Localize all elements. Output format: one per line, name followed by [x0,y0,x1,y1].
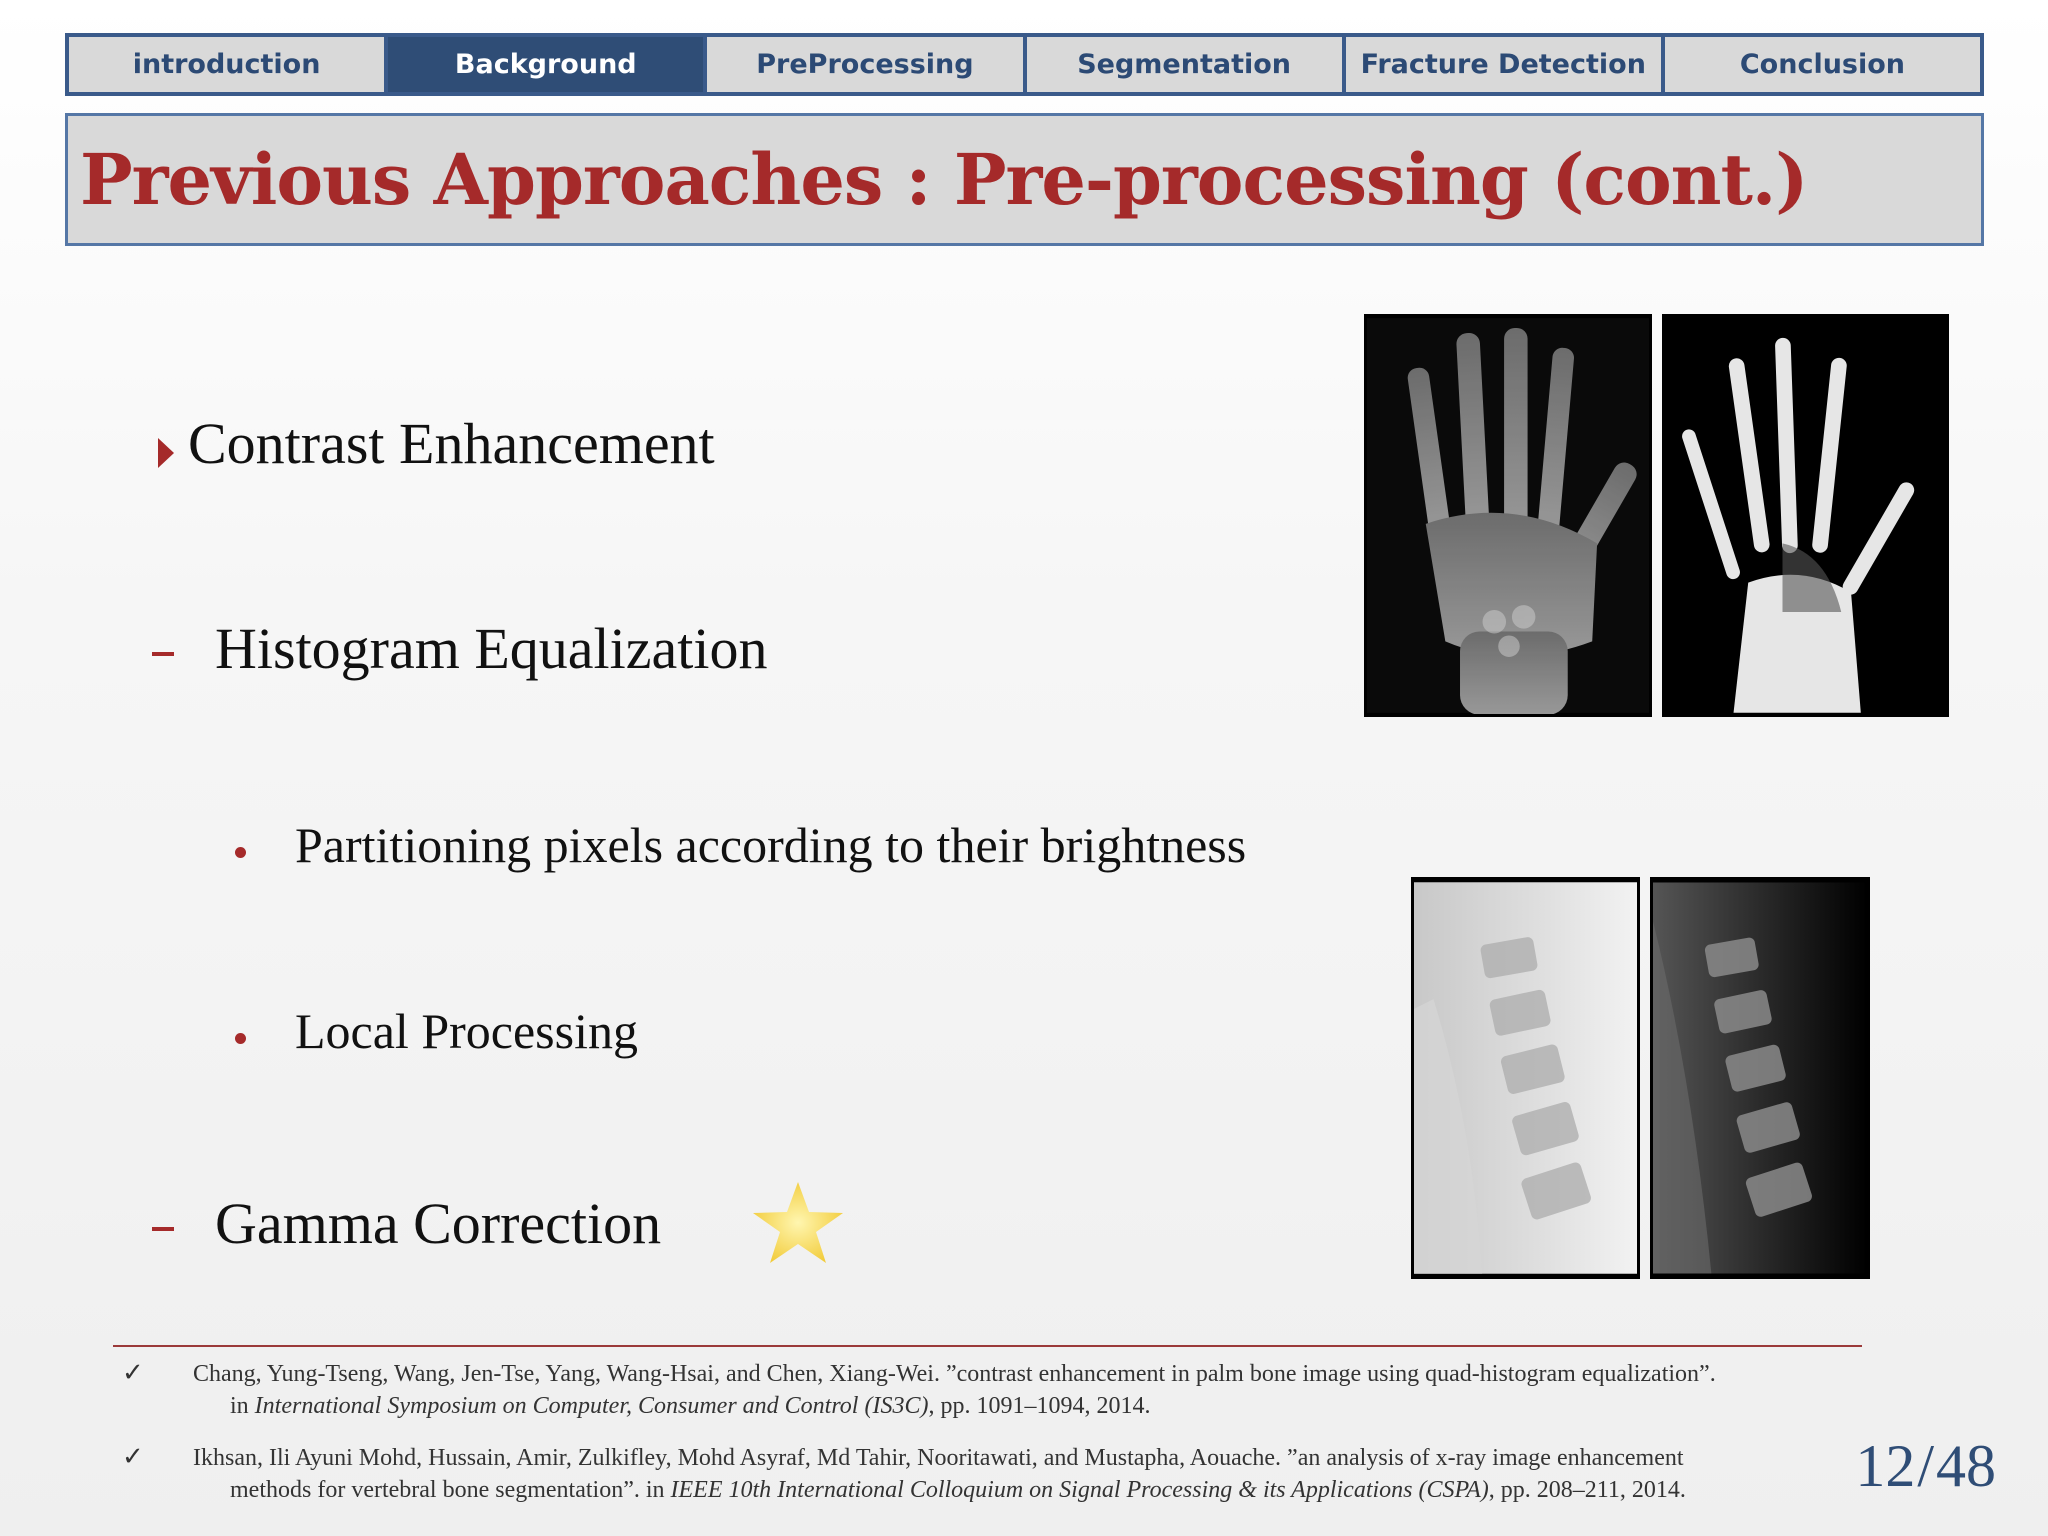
tab-fracture-detection[interactable]: Fracture Detection [1346,37,1661,92]
star-icon [748,1180,848,1265]
reference-2-line1: Ikhsan, Ili Ayuni Mohd, Hussain, Amir, Zulkifley, Mohd Asyraf, Md Tahir, Nooritawati, and Mustapha, Aouache. ”an analysis of x-ray image enhancement [193,1445,1684,1471]
tab-segmentation[interactable]: Segmentation [1027,37,1342,92]
dash-bullet-icon [152,1227,174,1231]
reference-2-prefix: methods for vertebral bone segmentation”. in [230,1477,671,1503]
spine-xray-original-image [1411,877,1640,1279]
spine-xray-enhanced-image [1650,877,1870,1279]
section-nav [65,33,1984,96]
reference-1-venue: International Symposium on Computer, Consumer and Control (IS3C) [254,1393,929,1419]
reference-1-prefix: in [230,1393,255,1419]
tab-background[interactable]: Background [388,37,703,92]
reference-1-suffix: , pp. 1091–1094, 2014. [928,1393,1151,1419]
tab-preprocessing[interactable]: PreProcessing [707,37,1022,92]
reference-2-line2 [193,1474,1833,1506]
slide-title-box [65,113,1984,246]
hand-xray-original-image [1364,314,1652,717]
page-number: 12/48 [1855,1433,1996,1499]
bullet-contrast-enhancement: Contrast Enhancement [188,411,715,476]
reference-2-suffix: , pp. 208–211, 2014. [1488,1477,1686,1503]
bullet-local-processing: Local Processing [295,1003,638,1059]
reference-1-line1: Chang, Yung-Tseng, Wang, Jen-Tse, Yang, Wang-Hsai, and Chen, Xiang-Wei. ”contrast enhancement in palm bone image using quad-histogram equalization”. [193,1361,1716,1387]
reference-1-line2 [193,1390,1893,1422]
triangle-bullet-icon [158,438,174,468]
reference-2-venue: IEEE 10th International Colloquium on Signal Processing & its Applications (CSPA) [670,1477,1489,1503]
page-total: 48 [1936,1433,1996,1499]
check-icon: ✓ [122,1358,144,1388]
bullet-gamma-correction: Gamma Correction [215,1191,662,1256]
bullet-histogram-equalization: Histogram Equalization [215,616,768,681]
tab-conclusion[interactable]: Conclusion [1665,37,1980,92]
dash-bullet-icon [152,652,174,656]
reference-2 [193,1442,1833,1506]
tab-introduction[interactable]: introduction [69,37,384,92]
slide-title: Previous Approaches : Pre-processing (cont.) [80,138,1808,221]
page-current: 12 [1855,1433,1916,1499]
references-divider [113,1345,1862,1347]
bullet-partitioning-pixels: Partitioning pixels according to their brightness [295,817,1247,873]
reference-1 [193,1358,1893,1422]
check-icon: ✓ [122,1442,144,1472]
dot-bullet-icon [235,1033,246,1044]
dot-bullet-icon [235,847,246,858]
hand-xray-enhanced-image [1662,314,1949,717]
